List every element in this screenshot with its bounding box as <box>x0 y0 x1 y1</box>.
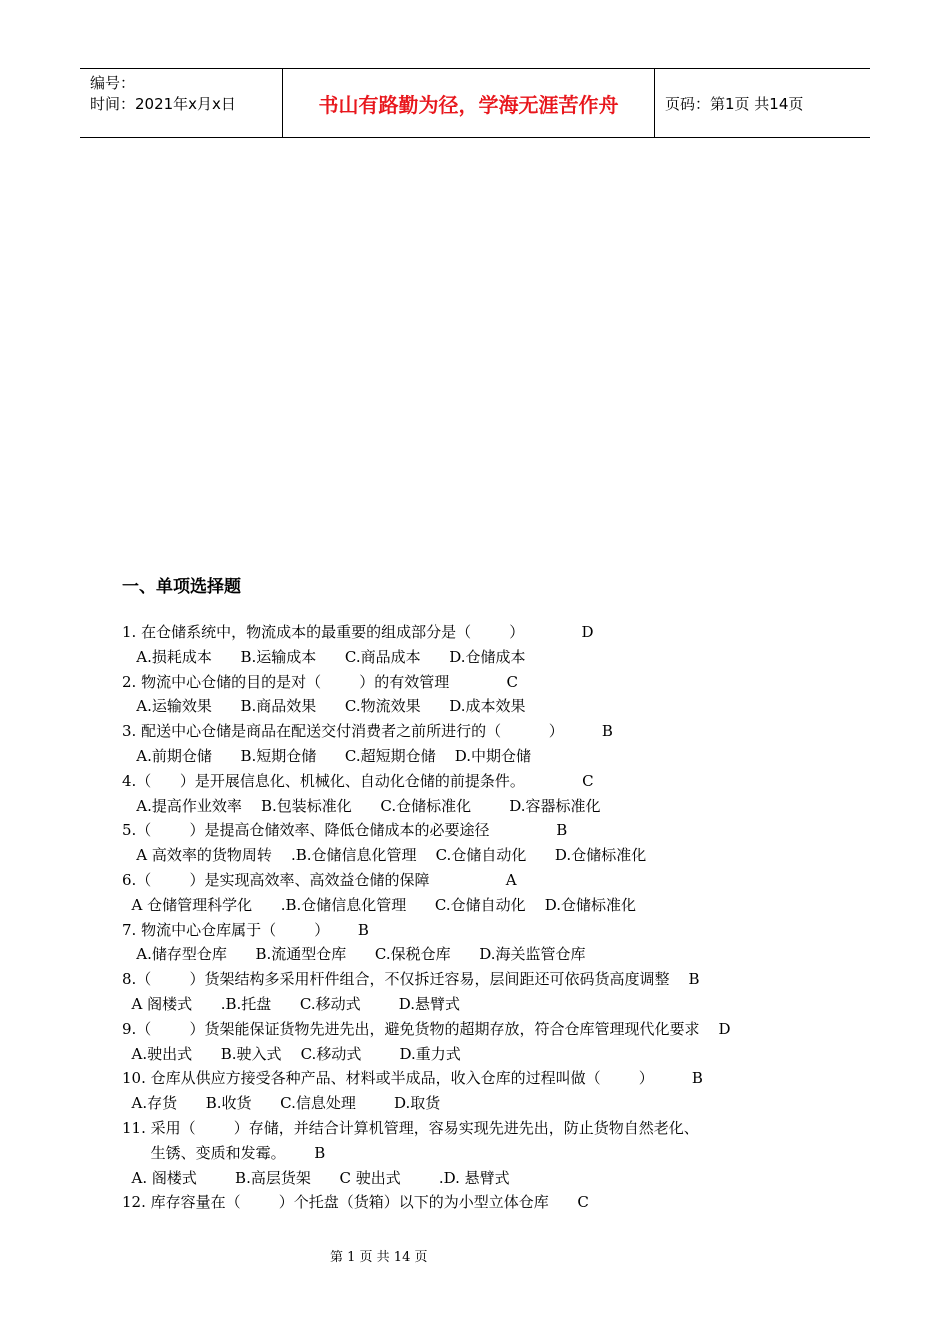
option-line: A 高效率的货物周转 .B.仓储信息化管理 C.仓储自动化 D.仓储标准化 <box>122 846 647 865</box>
option-line: A 阁楼式 .B.托盘 C.移动式 D.悬臂式 <box>122 994 461 1013</box>
question-line-continued: 生锈、变质和发霉。 B <box>122 1143 326 1162</box>
header-left-cell <box>80 69 283 137</box>
option-line: A.前期仓储 B.短期仓储 C.超短期仓储 D.中期仓储 <box>122 746 531 765</box>
option-line: A.驶出式 B.驶入式 C.移动式 D.重力式 <box>122 1044 461 1063</box>
question-line: 12. 库存容量在（ ）个托盘（货箱）以下的为小型立体仓库 C <box>122 1193 589 1212</box>
page-footer: 第 1 页 共 14 页 <box>330 1250 428 1265</box>
question-line: 1. 在仓储系统中，物流成本的最重要的组成部分是（ ） D <box>122 623 594 641</box>
motto-text: 书山有路勤为径，学海无涯苦作舟 <box>318 92 619 117</box>
question-line: 7. 物流中心仓库属于（ ） B <box>122 920 369 939</box>
question-list <box>122 620 822 1215</box>
question-line: 11. 采用（ ）存储，并结合计算机管理，容易实现先进先出，防止货物自然老化、 <box>122 1118 699 1137</box>
section-title: 一、单项选择题 <box>122 577 241 597</box>
number-label: 编号： <box>90 74 136 92</box>
option-line: A.提高作业效率 B.包装标准化 C.仓储标准化 D.容器标准化 <box>122 796 601 815</box>
question-line: 4.（ ）是开展信息化、机械化、自动化仓储的前提条件。 C <box>122 771 594 790</box>
question-line: 3. 配送中心仓储是商品在配送交付消费者之前所进行的（ ） B <box>122 722 613 741</box>
question-line: 2. 物流中心仓储的目的是对（ ）的有效管理 C <box>122 672 518 691</box>
option-line: A.运输效果 B.商品效果 C.物流效果 D.成本效果 <box>122 697 526 716</box>
question-line: 6.（ ）是实现高效率、高效益仓储的保障 A <box>122 870 517 889</box>
option-line: A.存货 B.收货 C.信息处理 D.取货 <box>122 1094 441 1113</box>
page-header <box>80 68 870 138</box>
option-line: A.损耗成本 B.运输成本 C.商品成本 D.仓储成本 <box>122 647 526 666</box>
option-line: A.储存型仓库 B.流通型仓库 C.保税仓库 D.海关监管仓库 <box>122 945 586 964</box>
question-line: 8.（ ）货架结构多采用杆件组合，不仅拆迁容易，层间距还可依码货高度调整 B <box>122 970 700 989</box>
page-info: 页码：第1页 共14页 <box>665 94 804 113</box>
header-page-cell <box>655 69 870 137</box>
option-line: A 仓储管理科学化 .B.仓储信息化管理 C.仓储自动化 D.仓储标准化 <box>122 895 636 914</box>
question-line: 10. 仓库从供应方接受各种产品、材料或半成品，收入仓库的过程叫做（ ） B <box>122 1069 703 1088</box>
option-line: A. 阁楼式 B.高层货架 C 驶出式 .D. 悬臂式 <box>122 1168 510 1187</box>
time-label: 时间：2021年x月x日 <box>90 95 236 113</box>
header-motto-cell <box>283 69 655 137</box>
question-line: 5.（ ）是提高仓储效率、降低仓储成本的必要途径 B <box>122 821 568 840</box>
question-line: 9.（ ）货架能保证货物先进先出，避免货物的超期存放，符合仓库管理现代化要求 D <box>122 1019 731 1038</box>
